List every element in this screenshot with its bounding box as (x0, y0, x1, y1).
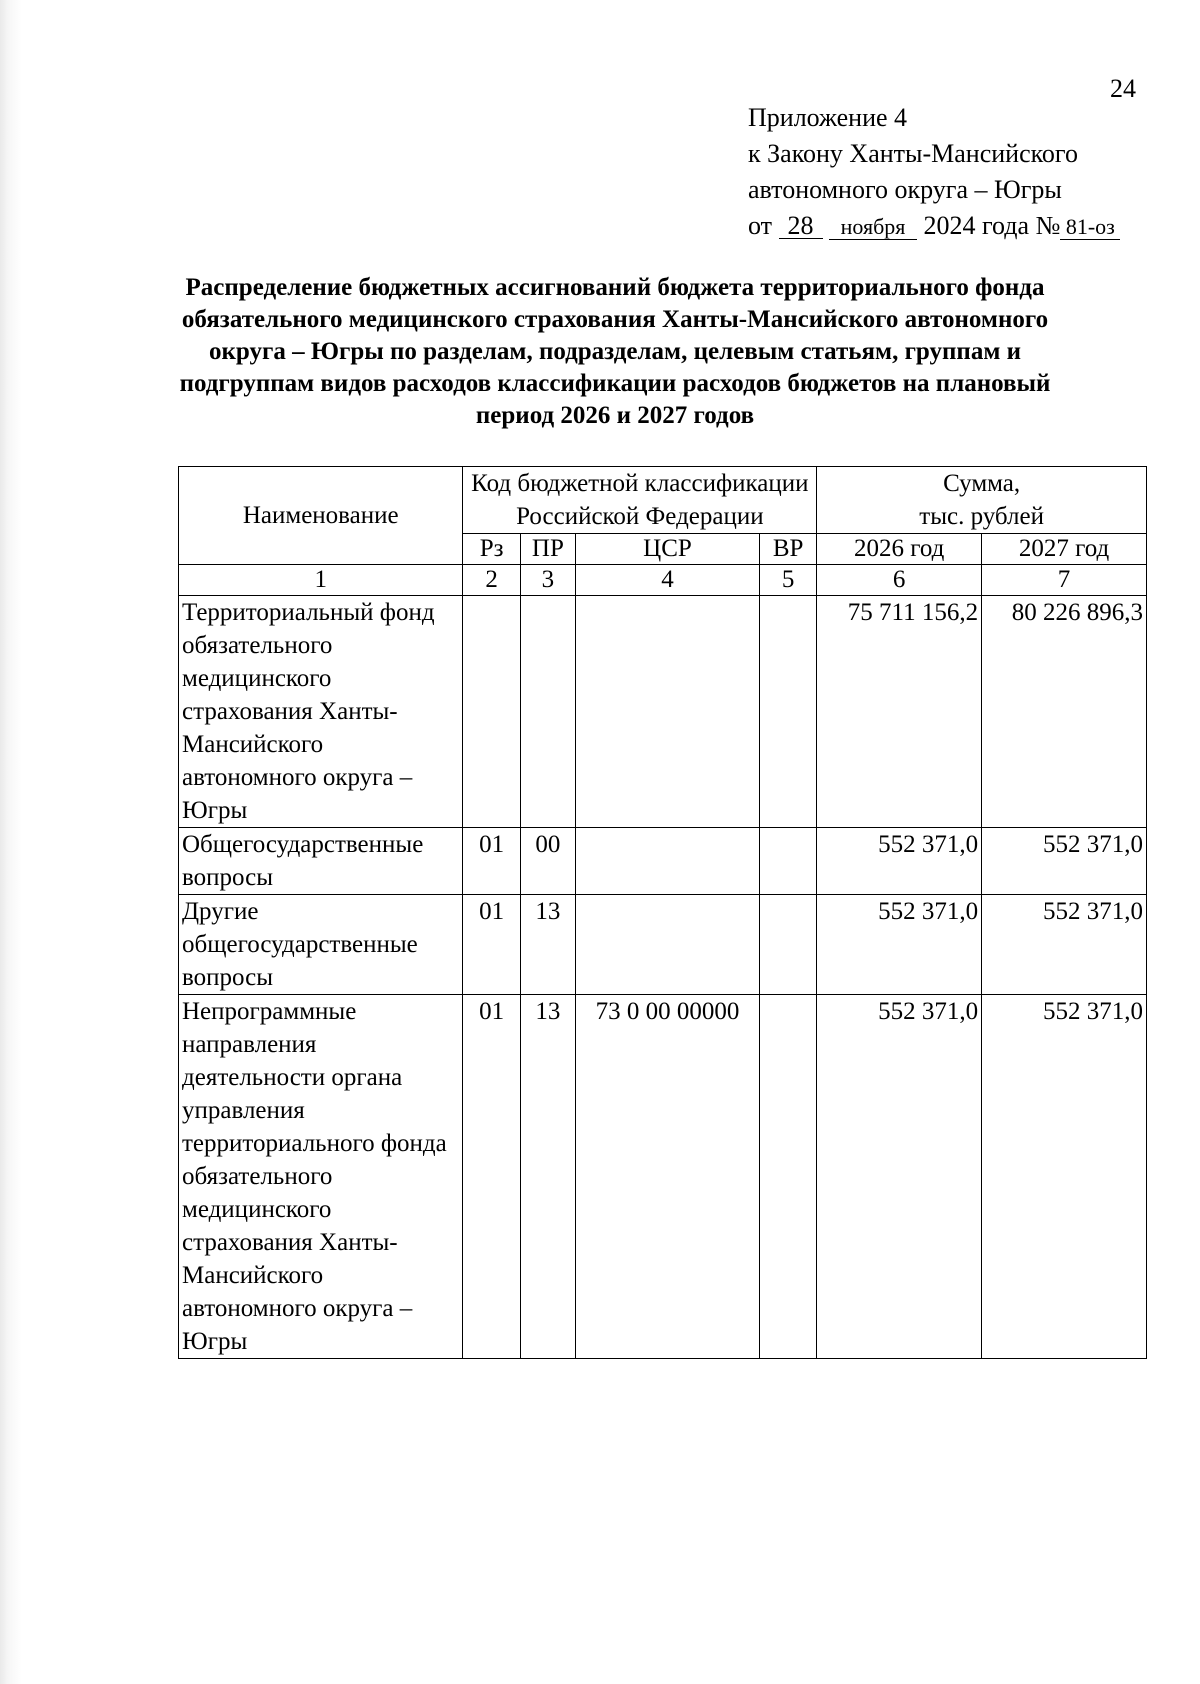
row-amount-2026: 552 371,0 (817, 995, 982, 1359)
row-pr: 13 (520, 895, 575, 995)
header-rz: Рз (463, 534, 520, 565)
column-number: 5 (759, 565, 816, 596)
appendix-header (748, 100, 1120, 244)
row-vr (759, 895, 816, 995)
date-year: 2024 года № (923, 211, 1061, 240)
header-sum-line-1: Сумма, (943, 470, 1021, 497)
column-number: 7 (982, 565, 1147, 596)
appendix-date-line (748, 208, 1120, 244)
column-number: 6 (817, 565, 982, 596)
budget-table (178, 466, 1147, 1359)
row-amount-2027: 552 371,0 (982, 828, 1147, 895)
row-amount-2026: 75 711 156,2 (817, 596, 982, 828)
header-code-group: Код бюджетной классификации Российской Федерации (463, 467, 817, 534)
row-csr (576, 828, 760, 895)
row-vr (759, 995, 816, 1359)
row-rz: 01 (463, 895, 520, 995)
scan-edge (0, 0, 22, 1684)
table-row (179, 995, 1147, 1359)
header-name: Наименование (179, 467, 463, 565)
date-month: ноября (829, 215, 917, 240)
column-number: 1 (179, 565, 463, 596)
row-name: Территориальный фонд обязательного медицинского страхования Ханты-Мансийского автономного округа – Югры (179, 596, 463, 828)
row-name: Общегосударственные вопросы (179, 828, 463, 895)
law-number: 81-оз (1060, 215, 1120, 240)
appendix-line-2: к Закону Ханты-Мансийского (748, 139, 1078, 168)
appendix-line-1: Приложение 4 (748, 103, 908, 132)
column-number: 2 (463, 565, 520, 596)
row-vr (759, 596, 816, 828)
row-amount-2026: 552 371,0 (817, 895, 982, 995)
table-header-row (179, 467, 1147, 534)
row-amount-2026: 552 371,0 (817, 828, 982, 895)
row-rz: 01 (463, 995, 520, 1359)
row-amount-2027: 552 371,0 (982, 895, 1147, 995)
row-amount-2027: 552 371,0 (982, 995, 1147, 1359)
date-day: 28 (779, 214, 823, 239)
table-row (179, 828, 1147, 895)
row-rz: 01 (463, 828, 520, 895)
row-name: Другие общегосударственные вопросы (179, 895, 463, 995)
row-pr: 13 (520, 995, 575, 1359)
appendix-line-3: автономного округа – Югры (748, 175, 1062, 204)
header-year-2027: 2027 год (982, 534, 1147, 565)
header-sum-group (817, 467, 1147, 534)
table-row (179, 895, 1147, 995)
row-csr: 73 0 00 00000 (576, 995, 760, 1359)
row-name: Непрограммные направления деятельности органа управления территориального фонда обязательного медицинского страхования Ханты-Мансийского автономного округа – Югры (179, 995, 463, 1359)
column-number: 4 (576, 565, 760, 596)
row-vr (759, 828, 816, 895)
header-csr: ЦСР (576, 534, 760, 565)
date-prefix: от (748, 211, 773, 240)
header-year-2026: 2026 год (817, 534, 982, 565)
header-pr: ПР (520, 534, 575, 565)
row-csr (576, 895, 760, 995)
row-csr (576, 596, 760, 828)
header-sum-line-2: тыс. рублей (919, 503, 1044, 530)
header-vr: ВР (759, 534, 816, 565)
column-number-row (179, 565, 1147, 596)
document-title: Распределение бюджетных ассигнований бюджета территориального фонда обязательного медицинского страхования Ханты-Мансийского автономного округа – Югры по разделам, подразделам, целевым статьям, группам и подгруппам видов расходов классификации расходов бюджетов на плановый период 2026 и 2027 годов (179, 274, 1051, 429)
table-row (179, 596, 1147, 828)
row-amount-2027: 80 226 896,3 (982, 596, 1147, 828)
row-pr: 00 (520, 828, 575, 895)
row-pr (520, 596, 575, 828)
page-number: 24 (1110, 74, 1136, 103)
column-number: 3 (520, 565, 575, 596)
row-rz (463, 596, 520, 828)
